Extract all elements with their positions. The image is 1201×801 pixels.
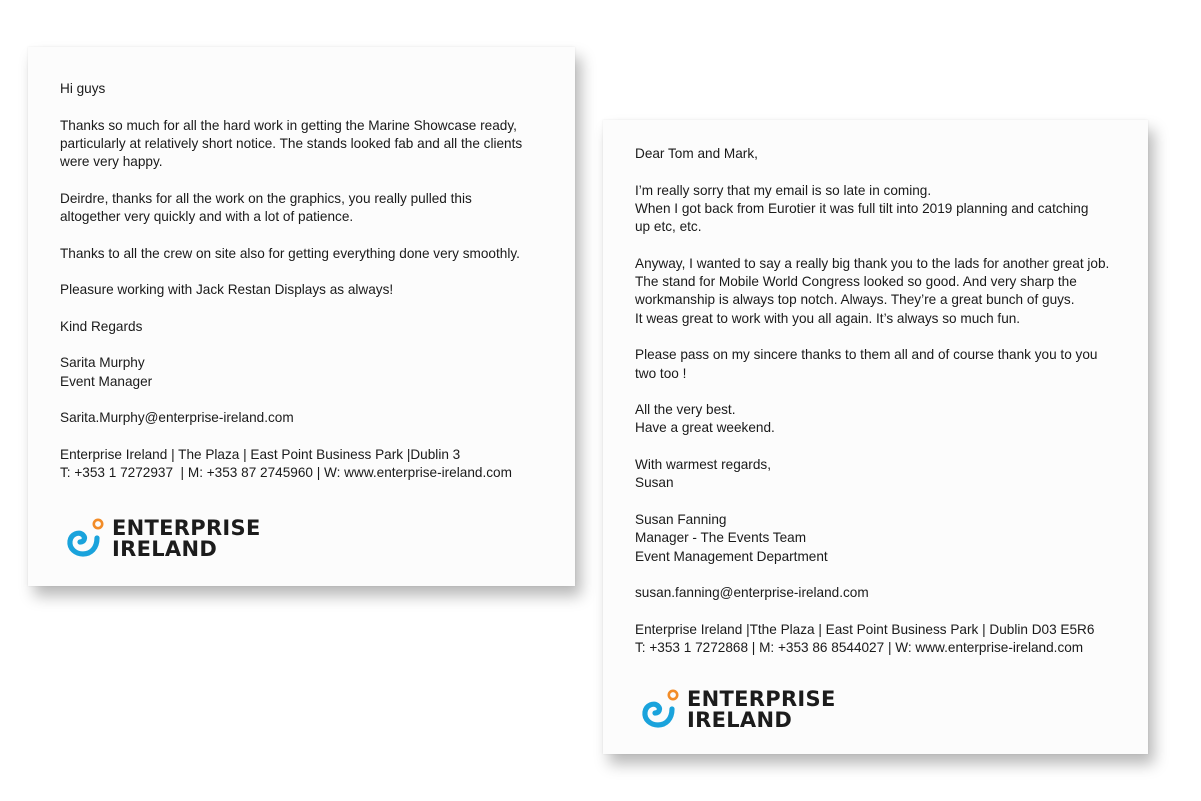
paragraph <box>60 354 575 391</box>
enterprise-ireland-logo <box>635 687 836 733</box>
paragraph-gap <box>60 300 575 318</box>
text-line: Deirdre, thanks for all the work on the graphics, you really pulled this <box>60 190 472 206</box>
text-line: Event Manager <box>60 373 153 389</box>
paragraph-gap <box>635 236 1148 254</box>
text-line: Sarita.Murphy@enterprise-ireland.com <box>60 410 294 426</box>
logo-wordmark <box>687 689 836 731</box>
logo-line-2: IRELAND <box>112 537 218 561</box>
logo-line-2: IRELAND <box>687 708 793 732</box>
text-line: Enterprise Ireland |Tthe Plaza | East Point Business Park | Dublin D03 E5R6 <box>635 621 1095 637</box>
paragraph-gap <box>60 226 575 244</box>
paragraph <box>60 80 575 98</box>
text-line: up etc, etc. <box>635 219 702 235</box>
paragraph <box>60 409 575 427</box>
paragraph-gap <box>60 98 575 116</box>
letter-susan-fanning <box>603 120 1148 754</box>
enterprise-ireland-swirl-icon <box>635 687 681 733</box>
text-line: Enterprise Ireland | The Plaza | East Point Business Park |Dublin 3 <box>60 446 461 462</box>
paragraph-gap <box>60 336 575 354</box>
paragraph-gap <box>635 328 1148 346</box>
enterprise-ireland-logo <box>60 516 261 562</box>
text-line: The stand for Mobile World Congress looked so good. And very sharp the <box>635 274 1077 290</box>
text-line: T: +353 1 7272937 | M: +353 87 2745960 | W: www.enterprise-ireland.com <box>60 465 512 481</box>
paragraph-gap <box>635 438 1148 456</box>
text-line: Sarita Murphy <box>60 355 145 371</box>
paragraph <box>635 584 1148 602</box>
logo-wordmark <box>112 518 261 560</box>
paragraph-gap <box>60 428 575 446</box>
paragraph-gap <box>635 383 1148 401</box>
logo-line-1: ENTERPRISE <box>112 516 261 540</box>
letter-sarita-murphy <box>28 47 575 586</box>
paragraph <box>635 401 1148 438</box>
paragraph <box>60 245 575 263</box>
text-line: Kind Regards <box>60 318 143 334</box>
text-line: Please pass on my sincere thanks to them all and of course thank you to you <box>635 347 1098 363</box>
text-line: Thanks to all the crew on site also for getting everything done very smoothly. <box>60 245 520 261</box>
paragraph-gap <box>635 163 1148 181</box>
text-line: Manager - The Events Team <box>635 530 807 546</box>
letter-body <box>635 145 1148 657</box>
text-line: workmanship is always top notch. Always. They’re a great bunch of guys. <box>635 292 1075 308</box>
paragraph <box>635 145 1148 163</box>
enterprise-ireland-swirl-icon <box>60 516 106 562</box>
text-line: Have a great weekend. <box>635 420 775 436</box>
text-line: Thanks so much for all the hard work in getting the Marine Showcase ready, <box>60 117 517 133</box>
paragraph <box>60 281 575 299</box>
text-line: It weas great to work with you all again. It’s always so much fun. <box>635 310 1021 326</box>
text-line: Event Management Department <box>635 548 828 564</box>
paragraph-gap <box>60 171 575 189</box>
paragraph-gap <box>635 493 1148 511</box>
logo-line-1: ENTERPRISE <box>687 687 836 711</box>
text-line: were very happy. <box>60 154 163 170</box>
text-line: I’m really sorry that my email is so late in coming. <box>635 182 932 198</box>
text-line: With warmest regards, <box>635 457 771 473</box>
paragraph <box>60 117 575 172</box>
paragraph <box>635 346 1148 383</box>
text-line: Anyway, I wanted to say a really big thank you to the lads for another great job. <box>635 255 1110 271</box>
paragraph-gap <box>60 391 575 409</box>
text-line: T: +353 1 7272868 | M: +353 86 8544027 | W: www.enterprise-ireland.com <box>635 640 1084 656</box>
paragraph-gap <box>635 566 1148 584</box>
text-line: Pleasure working with Jack Restan Displays as always! <box>60 282 394 298</box>
paragraph <box>635 621 1148 658</box>
letter-body <box>60 80 575 483</box>
paragraph-gap <box>60 263 575 281</box>
paragraph-gap <box>635 602 1148 620</box>
text-line: particularly at relatively short notice. The stands looked fab and all the clients <box>60 135 523 151</box>
text-line: Susan <box>635 475 674 491</box>
text-line: altogether very quickly and with a lot of patience. <box>60 209 354 225</box>
paragraph <box>635 255 1148 328</box>
text-line: two too ! <box>635 365 687 381</box>
paragraph <box>60 190 575 227</box>
paragraph <box>60 318 575 336</box>
text-line: Susan Fanning <box>635 511 727 527</box>
text-line: susan.fanning@enterprise-ireland.com <box>635 585 869 601</box>
text-line: Hi guys <box>60 81 106 96</box>
paragraph <box>635 511 1148 566</box>
paragraph <box>635 182 1148 237</box>
text-line: Dear Tom and Mark, <box>635 146 758 161</box>
text-line: All the very best. <box>635 402 736 418</box>
text-line: When I got back from Eurotier it was full tilt into 2019 planning and catching <box>635 200 1089 216</box>
paragraph <box>635 456 1148 493</box>
paragraph <box>60 446 575 483</box>
